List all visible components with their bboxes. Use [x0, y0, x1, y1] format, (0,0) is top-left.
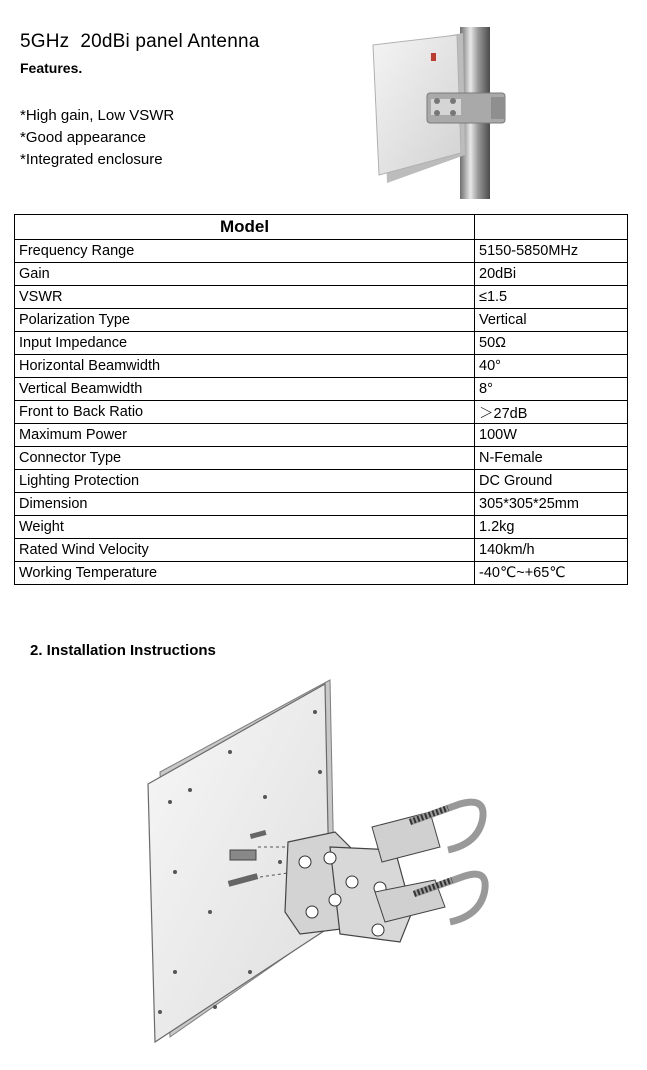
- feature-item: *Integrated enclosure: [20, 151, 163, 168]
- spec-value: -40℃~+65℃: [475, 562, 628, 585]
- spec-table: [14, 214, 628, 585]
- page-title: 5GHz 20dBi panel Antenna: [20, 31, 260, 52]
- spec-table-header: [15, 215, 628, 240]
- spec-row: [15, 401, 628, 424]
- spec-row: [15, 355, 628, 378]
- spec-label: Vertical Beamwidth: [15, 378, 475, 401]
- spec-row: [15, 286, 628, 309]
- installation-heading: 2. Installation Instructions: [30, 642, 216, 659]
- spec-value: 8°: [475, 378, 628, 401]
- spec-row: [15, 447, 628, 470]
- spec-label: Polarization Type: [15, 309, 475, 332]
- model-header: Model: [15, 215, 475, 240]
- spec-value: N-Female: [475, 447, 628, 470]
- spec-row: [15, 539, 628, 562]
- spec-label: Maximum Power: [15, 424, 475, 447]
- spec-row: [15, 516, 628, 539]
- spec-label: Horizontal Beamwidth: [15, 355, 475, 378]
- spec-row: [15, 493, 628, 516]
- installation-diagram: [130, 672, 490, 1047]
- spec-label: Working Temperature: [15, 562, 475, 585]
- features-heading: Features.: [20, 60, 83, 76]
- spec-value: ＞27dB: [475, 401, 628, 424]
- spec-value: 40°: [475, 355, 628, 378]
- spec-value: 140km/h: [475, 539, 628, 562]
- spec-row: [15, 263, 628, 286]
- spec-value: 305*305*25mm: [475, 493, 628, 516]
- spec-row: [15, 240, 628, 263]
- antenna-product-photo: [365, 25, 515, 200]
- spec-label: Dimension: [15, 493, 475, 516]
- spec-value: DC Ground: [475, 470, 628, 493]
- spec-row: [15, 309, 628, 332]
- spec-label: Weight: [15, 516, 475, 539]
- spec-label: Lighting Protection: [15, 470, 475, 493]
- spec-label: Gain: [15, 263, 475, 286]
- spec-label: Rated Wind Velocity: [15, 539, 475, 562]
- spec-row: [15, 562, 628, 585]
- spec-label: Frequency Range: [15, 240, 475, 263]
- spec-row: [15, 424, 628, 447]
- spec-value: Vertical: [475, 309, 628, 332]
- feature-list: [20, 105, 174, 171]
- spec-value: ≤1.5: [475, 286, 628, 309]
- spec-row: [15, 470, 628, 493]
- spec-value: 20dBi: [475, 263, 628, 286]
- spec-value: 5150-5850MHz: [475, 240, 628, 263]
- spec-label: Connector Type: [15, 447, 475, 470]
- spec-label: Input Impedance: [15, 332, 475, 355]
- model-header-empty: [475, 215, 628, 240]
- spec-value: 50Ω: [475, 332, 628, 355]
- spec-label: Front to Back Ratio: [15, 401, 475, 424]
- spec-row: [15, 332, 628, 355]
- spec-label: VSWR: [15, 286, 475, 309]
- feature-item: *High gain, Low VSWR: [20, 107, 175, 124]
- feature-item: *Good appearance: [20, 129, 146, 146]
- spec-value: 100W: [475, 424, 628, 447]
- spec-row: [15, 378, 628, 401]
- spec-value: 1.2kg: [475, 516, 628, 539]
